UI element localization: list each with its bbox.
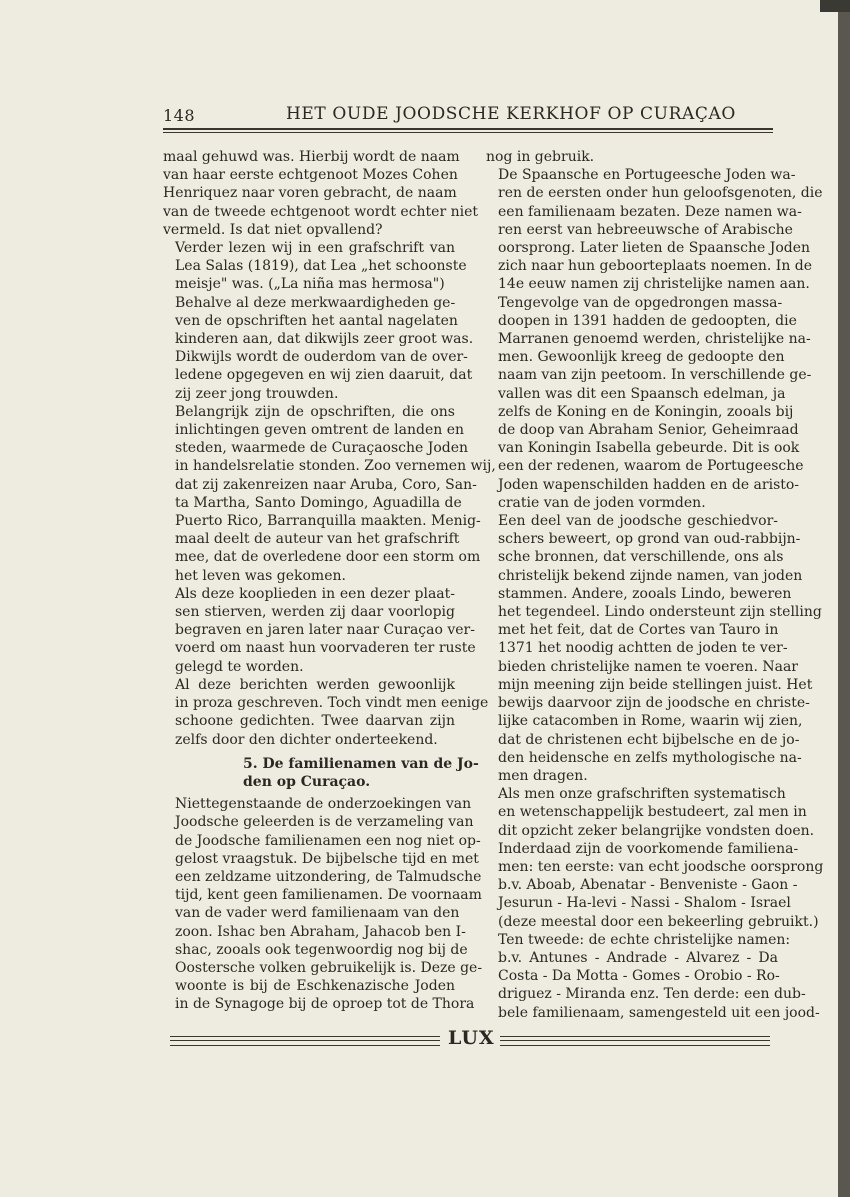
paragraph [163, 585, 476, 676]
text-line: van de tweede echtgenoot wordt echter niet [163, 203, 479, 220]
text-line: met het feit, dat de Cortes van Tauro in [498, 622, 779, 639]
text-line: sche bronnen, dat verschillende, ons als [498, 549, 784, 566]
text-line: Costa - Da Motta - Gomes - Orobio - Ro- [498, 968, 780, 985]
paragraph [163, 795, 483, 1013]
text-line: Jesurun - Ha-levi - Nassi - Shalom - Israel [498, 895, 791, 912]
page-number: 148 [163, 106, 196, 125]
text-line: Als men onze grafschriften systematisch [498, 786, 786, 803]
text-line: driguez - Miranda enz. Ten derde: een dub- [498, 986, 806, 1003]
text-line: Marranen genoemd werden, christelijke na- [498, 331, 811, 348]
text-line: een der redenen, waarom de Portugeesche [498, 458, 804, 475]
scan-corner [820, 0, 850, 12]
footer-rule-left [170, 1036, 440, 1046]
text-line: Niettegenstaande de onderzoekingen van [175, 796, 472, 813]
text-line: maal deelt de auteur van het grafschrift [175, 531, 460, 548]
text-line: in proza geschreven. Toch vindt men eenige [175, 695, 489, 712]
header-rule [163, 128, 773, 130]
paragraph [163, 148, 479, 239]
text-line: inlichtingen geven omtrent de landen en [175, 422, 465, 439]
paragraph [163, 676, 489, 749]
text-line: 14e eeuw namen zij christelijke namen aan. [498, 276, 810, 293]
paragraph [486, 166, 823, 293]
text-line: een familienaam bezaten. Deze namen wa- [498, 203, 802, 220]
paragraph [163, 403, 496, 585]
text-line: het leven was gekomen. [175, 567, 346, 584]
text-line: 1371 het noodig achtten de joden te ver- [498, 640, 788, 657]
text-line: steden, waarmede de Curaçaosche Joden [175, 440, 469, 457]
text-line: den heidensche en zelfs mythologische na- [498, 749, 802, 766]
text-line: Behalve al deze merkwaardigheden ge- [175, 294, 456, 311]
section-heading [163, 755, 479, 791]
text-line: Inderdaad zijn de voorkomende familiena- [498, 840, 799, 857]
section-heading-line: den op Curaçao. [243, 773, 371, 790]
text-line: bieden christelijke namen te voeren. Naar [498, 658, 798, 675]
text-line: van haar eerste echtgenoot Mozes Cohen [163, 167, 458, 184]
text-line: de doop van Abraham Senior, Geheimraad [498, 422, 799, 439]
text-line: cratie van de joden vormden. [498, 494, 706, 511]
text-line: tijd, kent geen familienamen. De voornaam [175, 887, 482, 904]
text-line: oorsprong. Later lieten de Spaansche Joden [498, 240, 811, 257]
section-heading-line: 5. De familienamen van de Jo- [243, 755, 479, 772]
text-line: vermeld. Is dat niet opvallend? [163, 221, 383, 238]
text-line: Verder lezen wij in een grafschrift van [175, 240, 455, 257]
header-rule-thin [163, 132, 773, 133]
text-line: b.v. Antunes - Andrade - Alvarez - Da [498, 949, 778, 966]
paragraph [163, 294, 474, 403]
text-line: in de Synagoge bij de oproep tot de Thora [175, 996, 475, 1013]
text-line: b.v. Aboab, Abenatar - Benveniste - Gaon - [498, 877, 798, 894]
text-line: in handelsrelatie stonden. Zoo vernemen wij, [175, 458, 496, 475]
text-line: Oostersche volken gebruikelijk is. Deze ge- [175, 959, 483, 976]
text-line: zoon. Ishac ben Abraham, Jahacob ben I- [175, 923, 466, 940]
text-line: mijn meening zijn beide stellingen juist. Het [498, 676, 813, 693]
text-line: schers beweert, op grond van oud-rabbijn- [498, 531, 801, 548]
paragraph [486, 148, 778, 166]
text-line: Ten tweede: de echte christelijke namen: [498, 931, 791, 948]
paragraph [486, 294, 812, 512]
left-column [163, 148, 496, 1014]
text-line: Lea Salas (1819), dat Lea „het schoonste [175, 258, 467, 275]
text-line: Als deze kooplieden in een dezer plaat- [175, 585, 455, 602]
text-line: men. Gewoonlijk kreeg de gedoopte den [498, 349, 785, 366]
text-line: dat zij zakenreizen naar Aruba, Coro, San- [175, 476, 477, 493]
paragraph [486, 512, 822, 785]
text-line: ledene opgegeven en wij zien daaruit, dat [175, 367, 473, 384]
text-line: Joden wapenschilden hadden en de aristo- [498, 476, 800, 493]
text-line: van de vader werd familienaam van den [175, 905, 460, 922]
text-line: begraven en jaren later naar Curaçao ver- [175, 622, 475, 639]
text-line: Een deel van de joodsche geschiedvor- [498, 513, 778, 530]
text-line: de Joodsche familienamen een nog niet op- [175, 832, 481, 849]
text-line: men dragen. [498, 767, 588, 784]
text-line: De Spaansche en Portugeesche Joden wa- [498, 167, 796, 184]
footer-rule-right [500, 1036, 770, 1046]
text-line: mee, dat de overledene door een storm om [175, 549, 481, 566]
text-line: nog in gebruik. [486, 149, 595, 165]
text-line: het tegendeel. Lindo ondersteunt zijn stelling [498, 604, 822, 621]
text-line: men: ten eerste: van echt joodsche oorsprong [498, 858, 824, 875]
text-line: dat de christenen echt bijbelsche en de jo- [498, 731, 800, 748]
text-line: woonte is bij de Eschkenazische Joden [175, 978, 455, 995]
text-line: shac, zooals ook tegenwoordig nog bij de [175, 941, 468, 958]
text-line: zich naar hun geboorteplaats noemen. In de [498, 258, 813, 275]
text-line: Henriquez naar voren gebracht, de naam [163, 185, 457, 202]
text-line: bewijs daarvoor zijn de joodsche en christe- [498, 695, 810, 712]
text-line: en wetenschappelijk bestudeert, zal men in [498, 804, 807, 821]
text-line: voerd om naast hun voorvaderen ter ruste [175, 640, 476, 657]
running-title: HET OUDE JOODSCHE KERKHOF OP CURAÇAO [286, 104, 736, 124]
paragraph [163, 239, 467, 294]
text-line: ren eerst van hebreeuwsche of Arabische [498, 221, 793, 238]
text-line: kinderen aan, dat dikwijls zeer groot was. [175, 331, 474, 348]
text-line: doopen in 1391 hadden de gedoopten, die [498, 312, 797, 329]
text-line: naam van zijn peetoom. In verschillende ge- [498, 367, 812, 384]
text-line: Belangrijk zijn de opschriften, die ons [175, 403, 455, 420]
text-line: zelfs door den dichter onderteekend. [175, 731, 438, 748]
text-line: schoone gedichten. Twee daarvan zijn [175, 713, 455, 730]
right-column [486, 148, 824, 1022]
text-line: stammen. Andere, zooals Lindo, beweren [498, 585, 792, 602]
text-line: meisje" was. („La niña mas hermosa") [175, 276, 445, 293]
text-line: gelost vraagstuk. De bijbelsche tijd en met [175, 850, 479, 867]
text-line: Al deze berichten werden gewoonlijk [175, 676, 455, 693]
text-line: dit opzicht zeker belangrijke vondsten doen. [498, 822, 815, 839]
text-line: Tengevolge van de opgedrongen massa- [498, 294, 783, 311]
text-line: lijke catacomben in Rome, waarin wij zien, [498, 713, 803, 730]
text-line: van Koningin Isabella gebeurde. Dit is ook [498, 440, 800, 457]
text-line: ta Martha, Santo Domingo, Aguadilla de [175, 494, 462, 511]
text-line: Dikwijls wordt de ouderdom van de over- [175, 349, 468, 366]
text-line: sen stierven, werden zij daar voorlopig [175, 604, 455, 621]
footer [170, 1027, 770, 1050]
text-line: een zeldzame uitzondering, de Talmudsche [175, 868, 482, 885]
text-line: zelfs de Koning en de Koningin, zooals bij [498, 403, 794, 420]
text-line: bele familienaam, samengesteld uit een jood- [498, 1004, 820, 1021]
scan-edge [838, 0, 850, 1197]
text-line: ren de eersten onder hun geloofsgenoten, die [498, 185, 823, 202]
lux-logo: LUX [448, 1027, 495, 1049]
text-line: christelijk bekend zijnde namen, van joden [498, 567, 803, 584]
text-line: vallen was dit een Spaansch edelman, ja [498, 385, 786, 402]
paragraph [486, 785, 824, 1022]
page-header [163, 104, 773, 128]
text-line: zij zeer jong trouwden. [175, 385, 339, 402]
text-line: maal gehuwd was. Hierbij wordt de naam [163, 149, 460, 165]
text-line: (deze meestal door een bekeerling gebruikt.) [498, 913, 819, 930]
text-line: gelegd te worden. [175, 658, 304, 675]
text-line: Puerto Rico, Barranquilla maakten. Menig- [175, 513, 481, 530]
text-line: Joodsche geleerden is de verzameling van [175, 814, 474, 831]
text-line: ven de opschriften het aantal nagelaten [175, 312, 458, 329]
